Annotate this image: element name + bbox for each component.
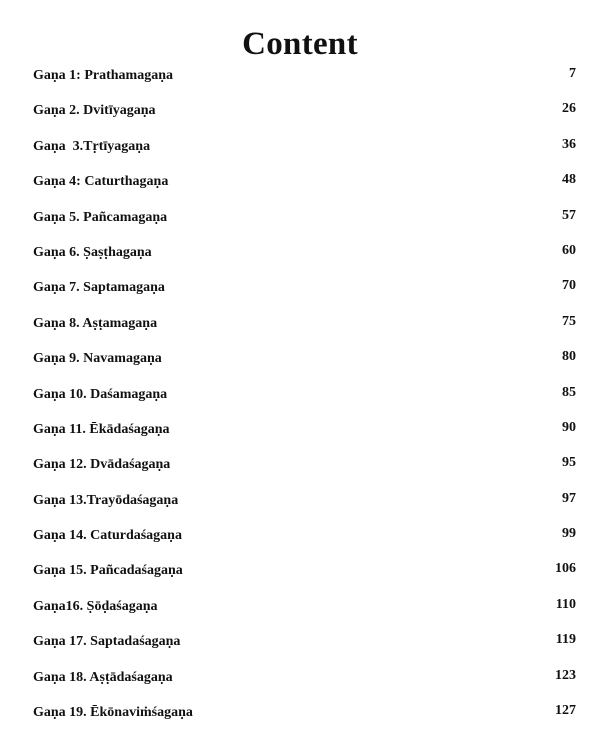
- toc-entry: [0, 662, 600, 697]
- toc-entry-page: 60: [562, 242, 576, 258]
- page-title: Content: [242, 26, 358, 63]
- toc-entry-label: Gaṇa 7. Saptamagaṇa: [33, 280, 165, 296]
- toc-entry: [0, 95, 600, 130]
- toc-entry-label: Gaṇa16. Ṣōḍaśagaṇa: [33, 598, 158, 614]
- toc-entry-page: 75: [562, 313, 576, 329]
- toc-entry-label: Gaṇa 14. Caturdaśagaṇa: [33, 528, 182, 544]
- toc-entry-page: 90: [562, 419, 576, 435]
- toc-entry: [0, 308, 600, 343]
- toc-entry-page: 95: [562, 455, 576, 471]
- toc-entry-page: 80: [562, 349, 576, 365]
- toc-entry: [0, 626, 600, 661]
- toc-entry-label: Gaṇa 9. Navamagaṇa: [33, 351, 162, 367]
- toc-entry-page: 99: [562, 526, 576, 542]
- toc-entry: [0, 166, 600, 201]
- toc-entry: [0, 591, 600, 626]
- toc-entry-label: Gaṇa 13.Trayōdaśagaṇa: [33, 492, 179, 508]
- toc-entry: [0, 485, 600, 520]
- toc-entry: [0, 237, 600, 272]
- toc-entry-label: Gaṇa 19. Ēkōnaviṁśagaṇa: [33, 705, 193, 721]
- toc-entry-page: 36: [562, 136, 576, 152]
- toc-entry-page: 97: [562, 490, 576, 506]
- toc-entry: [0, 379, 600, 414]
- toc-entry: [0, 449, 600, 484]
- toc-entry-page: 127: [555, 703, 576, 719]
- toc-entry-label: Gaṇa 15. Pañcadaśagaṇa: [33, 563, 183, 579]
- toc-entry-label: Gaṇa 11. Ēkādaśagaṇa: [33, 421, 170, 437]
- toc-entry-label: Gaṇa 5. Pañcamagaṇa: [33, 209, 168, 225]
- toc-entry-label: Gaṇa 18. Aṣṭādaśagaṇa: [33, 669, 173, 685]
- toc-entry-label: Gaṇa 3.Tṛtīyagaṇa: [33, 138, 151, 154]
- toc-entry-page: 70: [562, 278, 576, 294]
- toc-entry-label: Gaṇa 12. Dvādaśagaṇa: [33, 457, 171, 473]
- toc-entry-page: 48: [562, 172, 576, 188]
- toc-entry-page: 26: [562, 101, 576, 117]
- toc-entry-page: 7: [569, 66, 576, 81]
- toc-entry: [0, 272, 600, 307]
- toc-entry: [0, 520, 600, 555]
- toc-entry: [0, 131, 600, 166]
- toc-entry-label: Gaṇa 8. Aṣṭamagaṇa: [33, 315, 158, 331]
- toc-entry-page: 110: [555, 596, 576, 612]
- toc-entry: [0, 60, 600, 95]
- toc-entry: [0, 697, 600, 732]
- toc-entry-label: Gaṇa 4: Caturthagaṇa: [33, 174, 169, 190]
- toc-entry: [0, 414, 600, 449]
- toc-entry-label: Gaṇa 10. Daśamagaṇa: [33, 386, 168, 402]
- toc-entry-page: 106: [555, 561, 576, 577]
- toc-entry-label: Gaṇa 1: Prathamagaṇa: [33, 68, 173, 83]
- toc-entry-page: 57: [562, 207, 576, 223]
- toc-entry-page: 85: [562, 384, 576, 400]
- toc-entry-page: 123: [555, 667, 576, 683]
- toc-entry-label: Gaṇa 2. Dvitīyagaṇa: [33, 103, 156, 119]
- toc-entry: [0, 555, 600, 590]
- toc-entry-label: Gaṇa 17. Saptadaśagaṇa: [33, 634, 181, 650]
- toc-entry: [0, 343, 600, 378]
- toc-entry: [0, 202, 600, 237]
- table-of-contents: [0, 60, 600, 732]
- toc-entry-label: Gaṇa 6. Ṣaṣṭhagaṇa: [33, 244, 152, 260]
- toc-entry-page: 119: [555, 632, 576, 648]
